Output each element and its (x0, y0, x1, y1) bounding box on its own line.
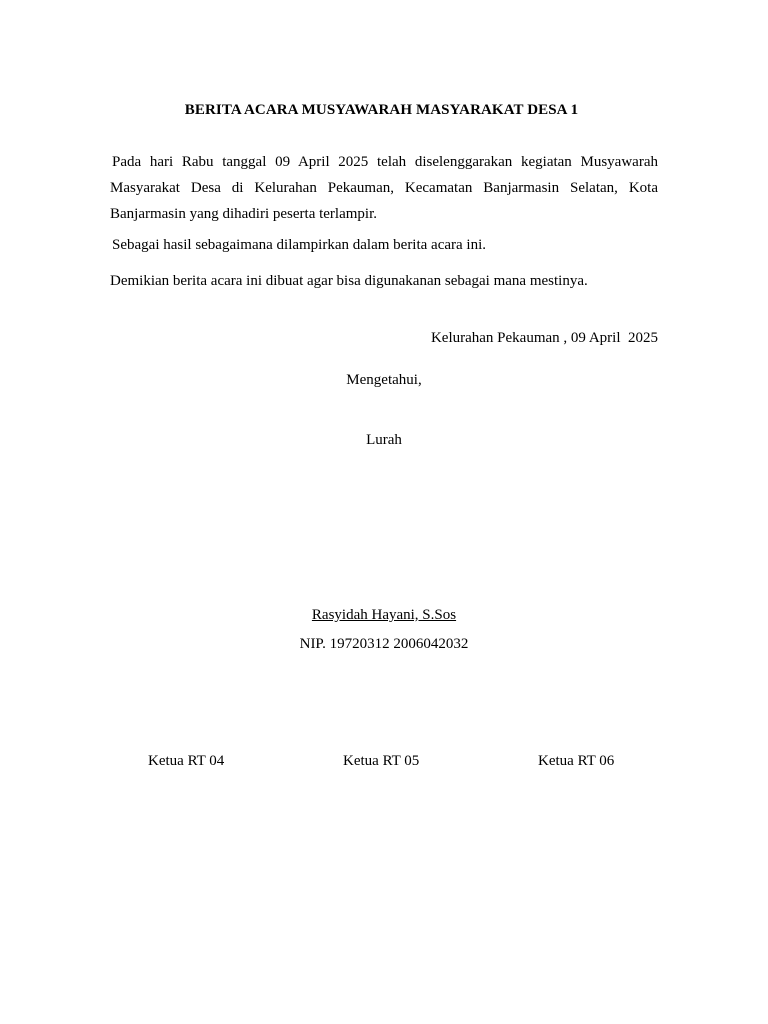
signatory-name-line (0, 607, 768, 624)
acknowledged-label: Mengetahui, (346, 372, 422, 388)
result-paragraph: Sebagai hasil sebagaimana dilampirkan dalam berita acara ini. (112, 237, 487, 253)
signatory-name: Rasyidah Hayani, S.Sos (311, 607, 457, 623)
rt-signer-04: Ketua RT 04 (148, 753, 225, 769)
position-label: Lurah (366, 432, 402, 448)
rt-signer-06: Ketua RT 06 (538, 753, 615, 769)
closing-paragraph: Demikian berita acara ini dibuat agar bisa digunakanan sebagai mana mestinya. (110, 273, 588, 289)
signatory-nip: NIP. 19720312 2006042032 (299, 636, 469, 652)
rt-signer-05: Ketua RT 05 (343, 753, 420, 769)
opening-paragraph: Pada hari Rabu tanggal 09 April 2025 telah diselenggarakan kegiatan Musyawarah Masyarakat Desa di Kelurahan Pekauman, Kecamatan Banjarmasin Selatan, Kota Banjarmasin yang dihadiri peserta terlampir. (110, 154, 658, 222)
document-title: BERITA ACARA MUSYAWARAH MASYARAKAT DESA 1 (184, 102, 579, 118)
place-date: Kelurahan Pekauman , 09 April 2025 (430, 330, 658, 346)
